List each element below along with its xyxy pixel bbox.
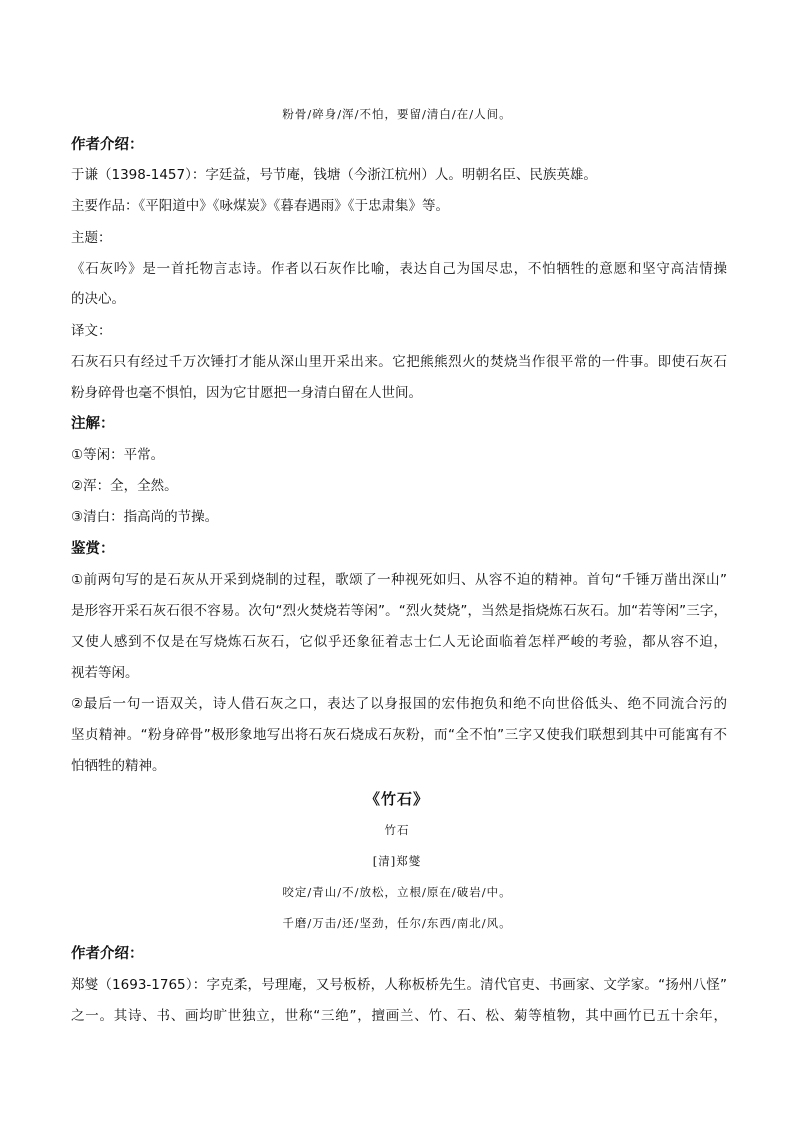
appreciation-line: ②最后一句一语双关，诗人借石灰之口，表达了以身报国的宏伟抱负和绝不向世俗低头、绝不同流合污的 bbox=[71, 696, 727, 712]
poem-line: 粉骨/碎身/浑/不怕，要留/清白/在/人间。 bbox=[282, 107, 512, 121]
poem-author: [清]郑燮 bbox=[372, 854, 422, 868]
author-intro-line: 郑燮（1693-1765）：字克柔，号理庵，又号板桥，人称板桥先生。清代官吏、书画家、文学家。“扬州八怪” bbox=[71, 977, 727, 993]
note-item: ②浑：全，全然。 bbox=[71, 478, 178, 494]
note-item: ③清白：指高尚的节操。 bbox=[71, 509, 219, 525]
translation-text-line: 粉身碎骨也毫不惧怕，因为它甘愿把一身清白留在人世间。 bbox=[71, 385, 422, 401]
translation-label: 译文： bbox=[71, 323, 112, 339]
author-intro-text: 于谦（1398-1457）：字廷益，号节庵，钱塘（今浙江杭州）人。明朝名臣、民族英雄。 bbox=[71, 167, 597, 183]
appreciation-line: ①前两句写的是石灰从开采到烧制的过程，歌颂了一种视死如归、从容不迫的精神。首句“千锤万凿出深山” bbox=[71, 572, 727, 588]
works-text: 主要作品：《平阳道中》《咏煤炭》《暮春遇雨》《于忠肃集》等。 bbox=[71, 198, 449, 214]
appreciation-line: 坚贞精神。“粉身碎骨”极形象地写出将石灰石烧成石灰粉，而“全不怕”三字又使我们联想到其中可能寓有不 bbox=[71, 727, 727, 743]
author-intro-heading: 作者介绍： bbox=[71, 946, 144, 962]
poem-subtitle: 竹石 bbox=[384, 823, 410, 837]
poem-line: 咬定/青山/不/放松，立根/原在/破岩/中。 bbox=[282, 885, 512, 899]
notes-heading: 注解： bbox=[71, 416, 115, 432]
author-intro-line: 之一。其诗、书、画均旷世独立，世称“三绝”，擅画兰、竹、石、松、菊等植物，其中画竹已五十余年， bbox=[71, 1008, 727, 1024]
author-intro-heading: 作者介绍： bbox=[71, 137, 144, 153]
note-item: ①等闲：平常。 bbox=[71, 447, 165, 463]
appreciation-heading: 鉴赏： bbox=[71, 541, 115, 557]
poem-title: 《竹石》 bbox=[364, 790, 429, 808]
theme-text-line: 《石灰吟》是一首托物言志诗。作者以石灰作比喻，表达自己为国尽忠，不怕牺牲的意愿和坚守高洁情操 bbox=[71, 261, 727, 277]
theme-text-line: 的决心。 bbox=[71, 291, 125, 307]
poem-line: 千磨/万击/还/坚劲，任尔/东西/南北/风。 bbox=[282, 916, 512, 930]
appreciation-line: 怕牺牲的精神。 bbox=[71, 758, 166, 774]
translation-text-line: 石灰石只有经过千万次锤打才能从深山里开采出来。它把熊熊烈火的焚烧当作很平常的一件事。即使石灰石 bbox=[71, 354, 727, 370]
appreciation-line: 视若等闲。 bbox=[71, 665, 139, 681]
appreciation-line: 是形容开采石灰石很不容易。次句“烈火焚烧若等闲”。“烈火焚烧”，当然是指烧炼石灰石。加“若等闲”三字， bbox=[71, 603, 727, 619]
appreciation-line: 又使人感到不仅是在写烧炼石灰石，它似乎还象征着志士仁人无论面临着怎样严峻的考验，都从容不迫， bbox=[71, 634, 727, 650]
theme-label: 主题： bbox=[71, 230, 112, 246]
